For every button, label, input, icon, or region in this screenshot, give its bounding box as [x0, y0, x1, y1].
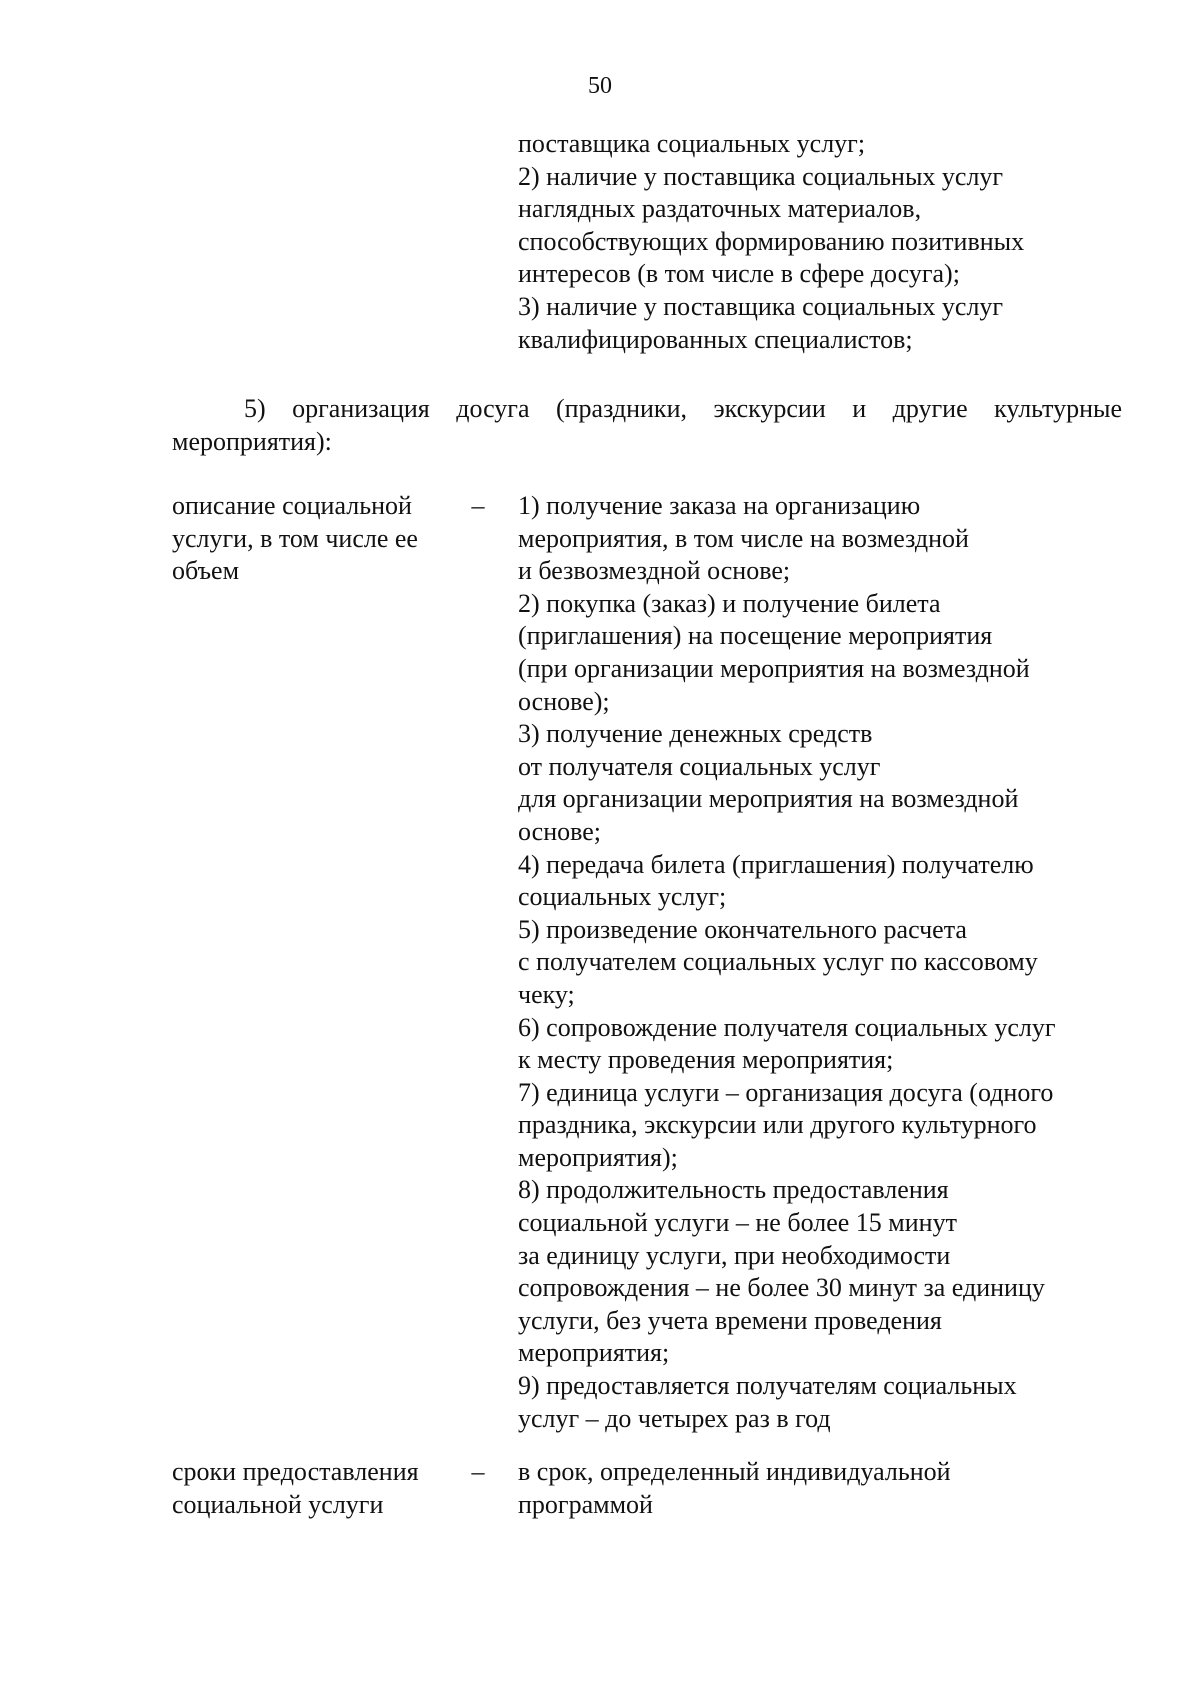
value-line: 2) покупка (заказ) и получение билета	[518, 588, 941, 618]
value-line: мероприятия;	[518, 1338, 670, 1368]
label-line: услуги, в том числе ее	[172, 523, 418, 553]
row-label-terms	[172, 1456, 462, 1521]
value-line: в срок, определенный индивидуальной	[518, 1457, 951, 1486]
text-line: способствующих формированию позитивных	[518, 226, 1025, 256]
value-line: 9) предоставляется получателям социальных	[518, 1371, 1017, 1401]
value-line: за единицу услуги, при необходимости	[518, 1240, 951, 1270]
value-line: 3) получение денежных средств	[518, 719, 873, 749]
label-line: описание социальной	[172, 491, 412, 520]
value-line: праздника, экскурсии или другого культурного	[518, 1110, 1037, 1140]
value-line: социальных услуг;	[518, 882, 727, 912]
value-line: 1) получение заказа на организацию	[518, 491, 921, 520]
section-heading-line: 5) организация досуга (праздники, экскурсии и другие культурные	[244, 394, 1122, 423]
value-line: и безвозмездной основе;	[518, 556, 791, 586]
row-value-description	[518, 490, 1138, 1435]
value-line: социальной услуги – не более 15 минут	[518, 1208, 957, 1238]
value-line: 6) сопровождение получателя социальных услуг	[518, 1012, 1056, 1042]
section-heading-line: мероприятия):	[172, 426, 332, 456]
continuation-text	[518, 128, 1138, 356]
value-line: мероприятия);	[518, 1142, 678, 1172]
label-line: сроки предоставления	[172, 1457, 419, 1486]
value-line: основе);	[518, 686, 610, 716]
value-line: от получателя социальных услуг	[518, 751, 881, 781]
row-label-description	[172, 490, 462, 588]
value-line: (при организации мероприятия на возмездной	[518, 653, 1030, 683]
value-line: к месту проведения мероприятия;	[518, 1045, 894, 1075]
page-number: 50	[588, 73, 612, 99]
text-line: 2) наличие у поставщика социальных услуг	[518, 161, 1004, 191]
value-line: 4) передача билета (приглашения) получателю	[518, 849, 1034, 879]
text-line: поставщика социальных услуг;	[518, 129, 866, 158]
row-dash: –	[471, 1457, 485, 1486]
value-line: сопровождения – не более 30 минут за единицу	[518, 1273, 1045, 1303]
value-line: (приглашения) на посещение мероприятия	[518, 621, 993, 651]
label-line: объем	[172, 556, 240, 586]
value-line: основе;	[518, 816, 601, 846]
value-line: услуг – до четырех раз в год	[518, 1403, 831, 1433]
value-line: мероприятия, в том числе на возмездной	[518, 523, 969, 553]
value-line: услуги, без учета времени проведения	[518, 1305, 942, 1335]
value-line: с получателем социальных услуг по кассовому	[518, 947, 1038, 977]
value-line: для организации мероприятия на возмездной	[518, 784, 1019, 814]
row-value-terms	[518, 1456, 1138, 1521]
text-line: наглядных раздаточных материалов,	[518, 194, 922, 224]
value-line: 8) продолжительность предоставления	[518, 1175, 949, 1205]
section-heading	[172, 393, 1122, 458]
value-line: 5) произведение окончательного расчета	[518, 914, 967, 944]
value-line: чеку;	[518, 979, 575, 1009]
value-line: 7) единица услуги – организация досуга (одного	[518, 1077, 1054, 1107]
text-line: квалифицированных специалистов;	[518, 324, 913, 354]
text-line: интересов (в том числе в сфере досуга);	[518, 259, 960, 289]
label-line: социальной услуги	[172, 1489, 384, 1519]
value-line: программой	[518, 1489, 653, 1519]
row-dash: –	[471, 491, 485, 520]
text-line: 3) наличие у поставщика социальных услуг	[518, 291, 1004, 321]
